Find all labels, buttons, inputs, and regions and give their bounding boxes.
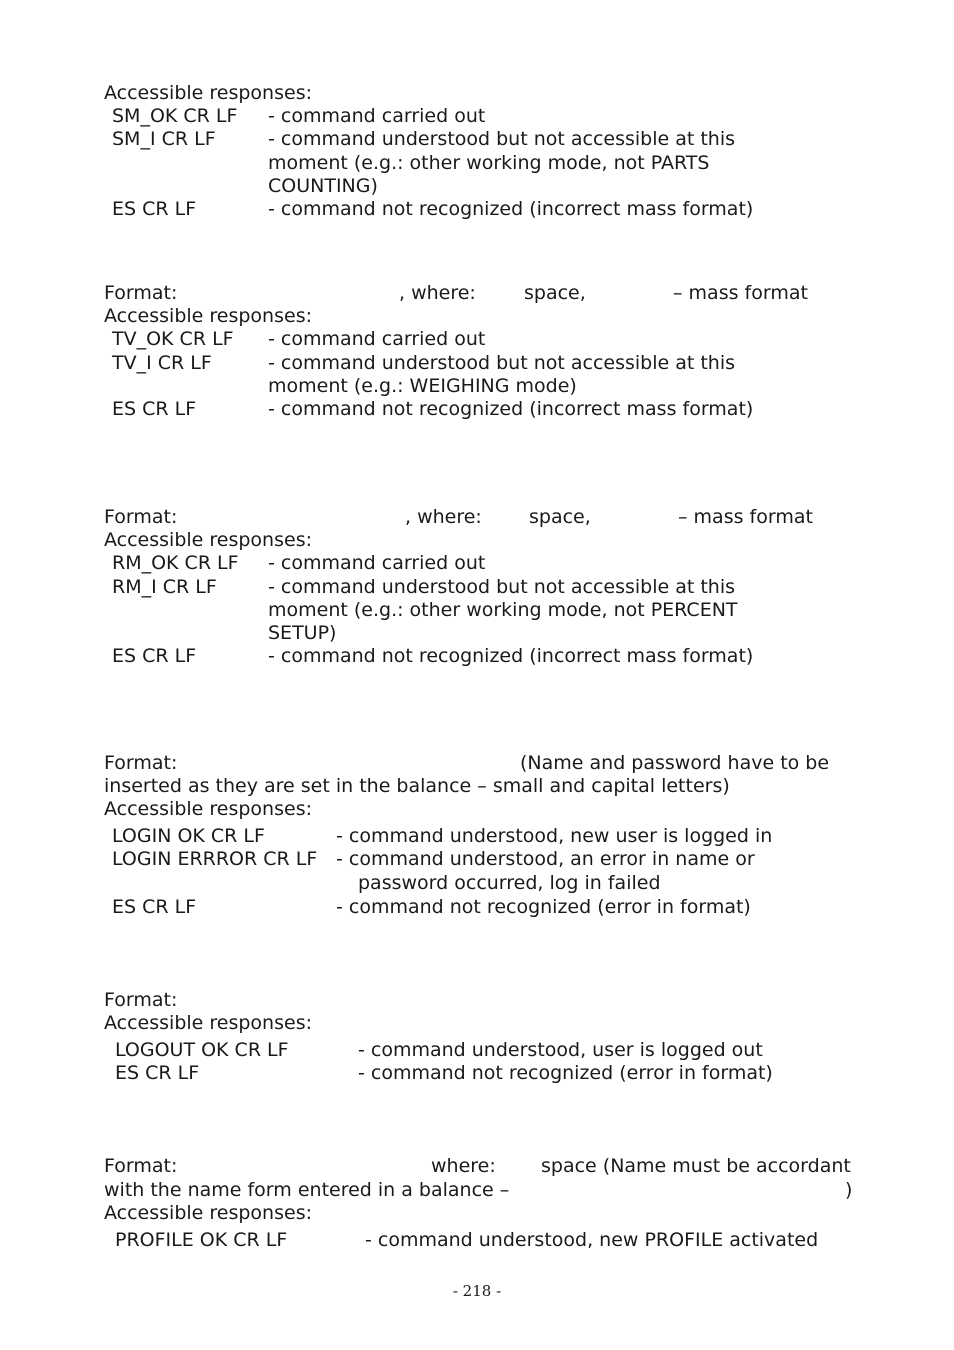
response-description: moment (e.g.: other working mode, not PERCENT — [268, 599, 738, 621]
page-number: - 218 - — [452, 1282, 502, 1300]
response-code: SM_I CR LF — [112, 128, 216, 150]
format-note: inserted as they are set in the balance – small and capital letters) — [104, 775, 730, 797]
response-code: TV_I CR LF — [112, 352, 212, 374]
format-text: , where: — [405, 506, 482, 528]
format-note: ) — [845, 1179, 853, 1201]
format-text: space, — [529, 506, 591, 528]
format-text: space (Name must be accordant — [541, 1155, 851, 1177]
format-label: Format: — [104, 282, 178, 304]
accessible-responses-label: Accessible responses: — [104, 1202, 312, 1224]
response-code: RM_I CR LF — [112, 576, 217, 598]
format-text: – mass format — [673, 282, 808, 304]
accessible-responses-label: Accessible responses: — [104, 529, 312, 551]
response-description: - command understood but not accessible at this — [268, 352, 736, 374]
response-description: - command understood, user is logged out — [358, 1039, 763, 1061]
response-description: - command not recognized (error in format) — [358, 1062, 773, 1084]
response-code: SM_OK CR LF — [112, 105, 238, 127]
format-note: with the name form entered in a balance – — [104, 1179, 510, 1201]
format-text: space, — [524, 282, 586, 304]
format-text: where: — [431, 1155, 496, 1177]
accessible-responses-label: Accessible responses: — [104, 1012, 312, 1034]
response-description: - command carried out — [268, 552, 486, 574]
response-description: - command carried out — [268, 328, 486, 350]
response-code: PROFILE OK CR LF — [115, 1229, 288, 1251]
response-code: LOGOUT OK CR LF — [115, 1039, 289, 1061]
response-description: COUNTING) — [268, 175, 378, 197]
response-description: moment (e.g.: other working mode, not PARTS — [268, 152, 710, 174]
response-description: - command not recognized (incorrect mass format) — [268, 398, 754, 420]
accessible-responses-label: Accessible responses: — [104, 82, 312, 104]
format-label: Format: — [104, 752, 178, 774]
response-description: - command carried out — [268, 105, 486, 127]
format-text: , where: — [399, 282, 476, 304]
response-code: LOGIN OK CR LF — [112, 825, 265, 847]
response-code: RM_OK CR LF — [112, 552, 239, 574]
response-description: - command understood but not accessible at this — [268, 576, 736, 598]
response-description: - command not recognized (error in format) — [336, 896, 751, 918]
accessible-responses-label: Accessible responses: — [104, 305, 312, 327]
response-code: ES CR LF — [112, 198, 197, 220]
format-label: Format: — [104, 1155, 178, 1177]
format-label: Format: — [104, 506, 178, 528]
response-code: ES CR LF — [112, 398, 197, 420]
response-code: ES CR LF — [112, 896, 197, 918]
response-code: LOGIN ERRROR CR LF — [112, 848, 318, 870]
response-code: ES CR LF — [115, 1062, 200, 1084]
format-label: Format: — [104, 989, 178, 1011]
response-code: TV_OK CR LF — [112, 328, 234, 350]
response-description: - command not recognized (incorrect mass format) — [268, 645, 754, 667]
response-description: moment (e.g.: WEIGHING mode) — [268, 375, 577, 397]
response-description: password occurred, log in failed — [358, 872, 661, 894]
response-description: - command understood, an error in name or — [336, 848, 755, 870]
response-description: - command understood, new user is logged in — [336, 825, 773, 847]
response-description: - command understood but not accessible at this — [268, 128, 736, 150]
format-note: (Name and password have to be — [520, 752, 830, 774]
format-text: – mass format — [678, 506, 813, 528]
accessible-responses-label: Accessible responses: — [104, 798, 312, 820]
response-description: SETUP) — [268, 622, 337, 644]
response-code: ES CR LF — [112, 645, 197, 667]
response-description: - command understood, new PROFILE activated — [365, 1229, 819, 1251]
response-description: - command not recognized (incorrect mass format) — [268, 198, 754, 220]
